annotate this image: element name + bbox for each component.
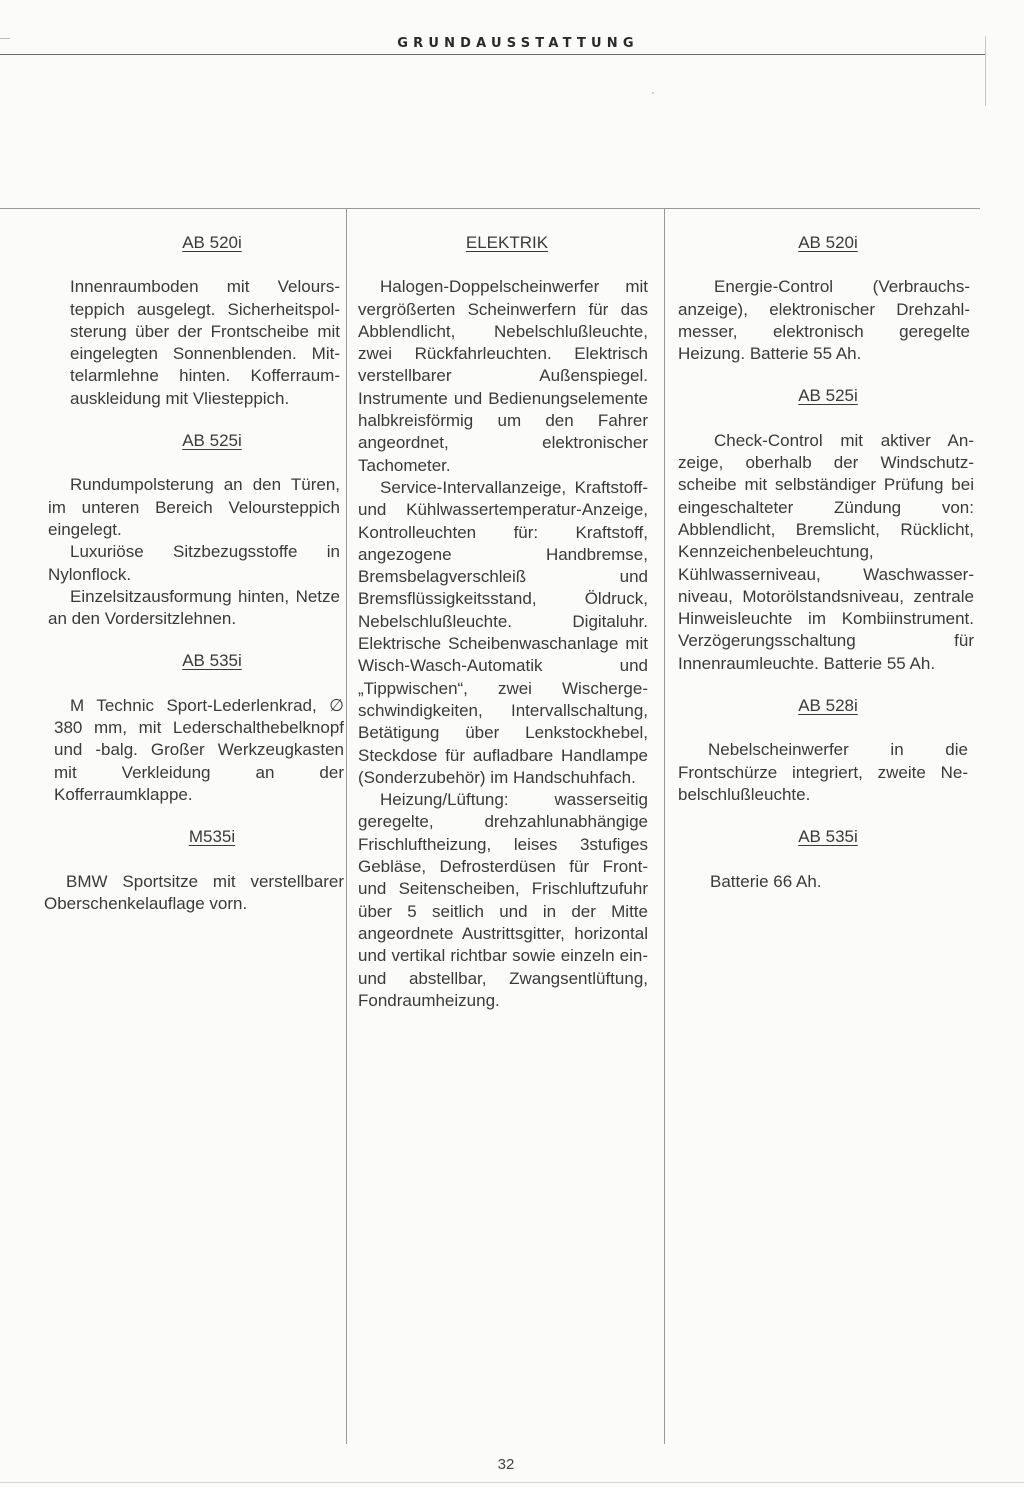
paragraph: BMW Sportsitze mit verstellbarer Oberschenkelauflage vorn. [44,871,344,913]
page-number: 32 [497,1456,515,1473]
scan-speck [652,92,654,94]
header-rule [0,54,985,55]
model-heading-ab525i: AB 525i [798,386,858,406]
column-elektrik [354,232,660,1012]
model-heading-ab535i: AB 535i [798,827,858,847]
page-header-title: GRUNDAUSSTATTUNG [397,36,639,51]
paragraph: Halogen-Doppelscheinwerfer mit vergrößerten Scheinwerfern für das Abblendlicht, Nebelschlußleuchte, zwei Rückfahrleuchten. Elektrisch verstellbarer Außenspiegel. Instrumente und Bedienungselemente halbkreisförmig um den Fahrer angeordnet, elektronischer Tachometer. [358,277,648,475]
model-heading-ab525i: AB 525i [182,431,242,451]
paragraph: Nebelscheinwerfer in die Frontschürze integriert, zweite Nebelschlußleuchte. [678,740,968,804]
paragraph: Service-Intervallanzeige, Kraftstoff- und Kühlwassertemperatur-Anzeige, Kontrolleuchten für: Kraftstoff, angezogene Handbremse, Bremsbelagverschleiß und Bremsflüssigkeitsstand, Öldruck, Nebelschlußleuchte. Digitaluhr. Elektrische Scheibenwaschanlage mit Wisch-Wasch-Automatik und „Tippwischen“, zwei Wischergeschwindigkeiten, Intervallschaltung, Betätigung über Lenkstockhebel, Steckdose für aufladbare Handlampe (Sonderzubehör) im Handschuhfach. [358,477,648,787]
section-heading-elektrik: ELEKTRIK [465,233,549,252]
paragraph: Luxuriöse Sitzbezugsstoffe in Nylonflock. [48,542,340,584]
paragraph: Batterie 66 Ah. [710,871,822,891]
model-heading-ab535i: AB 535i [182,651,242,671]
model-heading-ab520i: AB 520i [798,233,858,252]
section-top-rule [0,208,980,209]
paragraph: Rundumpolsterung an den Türen, im unteren Bereich Veloursteppich eingelegt. [48,475,340,539]
column-interior [22,232,344,935]
column-electrics-variants [678,232,978,913]
column-divider-left [346,208,347,1444]
model-heading-ab520i: AB 520i [182,233,242,252]
column-divider-right [664,208,665,1444]
paragraph: Check-Control mit aktiver Anzeige, oberhalb der Windschutzscheibe mit selbständiger Prüfung bei eingeschalteter Zündung von: Abblendlicht, Bremslicht, Rücklicht, Kennzeichenbeleuchtung, Kühlwasserniveau, Waschwasserniveau, Motorölstandsniveau, zentrale Hinweisleuchte im Kombiinstrument. Verzögerungsschaltung für Innenraumleuchte. Batterie 55 Ah. [678,430,974,673]
model-heading-m535i: M535i [188,827,236,847]
model-heading-ab528i: AB 528i [798,696,858,716]
paragraph-group [48,474,340,630]
paragraph: M Technic Sport-Lederlenkrad, ∅ 380 mm, mit Lederschalthebelknopf und -balg. Großer Werkzeugkasten mit Verkleidung an der Kofferraumklappe. [54,695,344,804]
paragraph: Energie-Control (Verbrauchsanzeige), elektronischer Drehzahlmesser, elektronisch geregelte Heizung. Batterie 55 Ah. [678,277,970,364]
paragraph: Innenraumboden mit Veloursteppich ausgelegt. Sicherheitspolsterung über der Frontscheibe mit eingelegten Sonnenblenden. Mittelarmlehne hinten. Kofferraumauskleidung mit Vliesteppich. [70,277,340,408]
paragraph: Einzelsitzausformung hinten, Netze an den Vordersitzlehnen. [48,586,340,629]
paragraph: Heizung/Lüftung: wasserseitig geregelte, drehzahlunabhängige Frischluftheizung, leises 3stufiges Gebläse, Defrosterdüsen für Front- und Seitenscheiben, Frischluftzufuhr über 5 seitlich und in der Mitte angeordnete Austrittsgitter, horizontal und vertikal richtbar sowie einzeln ein- und abstellbar, Zwangsentlüftung, Fondraumheizung. [358,790,648,1010]
scan-edge-mark [0,38,10,39]
footer-rule [0,1482,1024,1483]
header-right-rule [985,36,986,106]
